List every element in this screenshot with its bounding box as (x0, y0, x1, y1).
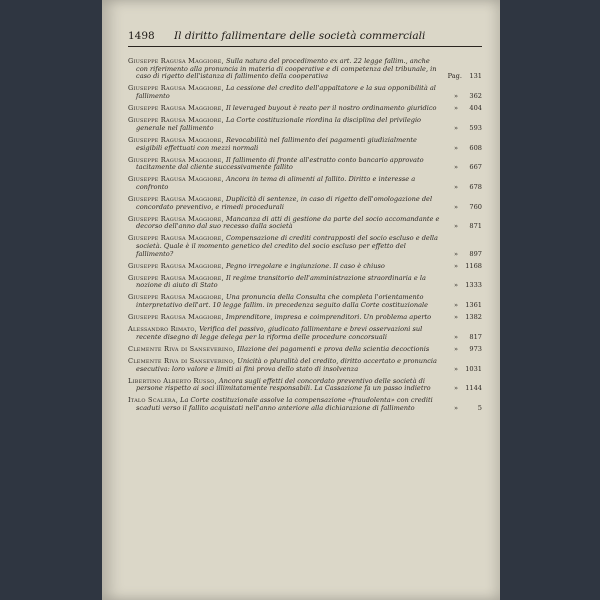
running-title: Il diritto fallimentare delle società commerciali (174, 30, 426, 42)
entry-page-ref: » 678 (454, 182, 482, 191)
index-entry (128, 235, 482, 258)
page-number: 1498 (128, 30, 155, 42)
entry-author: Giuseppe Ragusa Maggiore, (128, 261, 224, 270)
index-entry (128, 314, 482, 322)
entry-author: Alessandro Rimato, (128, 325, 197, 334)
entry-page-ref: » 817 (454, 332, 482, 341)
entry-page-number: 1031 (465, 364, 482, 373)
entry-title: Illazione dei pagamenti e prova della scientia decoctionis (237, 344, 430, 353)
page-header (128, 30, 482, 47)
index-entry (128, 397, 482, 412)
entry-title: Sulla natura del procedimento ex art. 22 legge fallim., anche con riferimento alla pronuncia in materia di cooperative e di competenza del tribunale, in caso di rigetto dell'istanza di fallimento della cooperativa (136, 57, 437, 81)
entry-page-ref: » 871 (454, 222, 482, 231)
entry-page-ref (447, 72, 482, 81)
entry-page-prefix: Pag. (447, 72, 462, 81)
entry-author: Giuseppe Ragusa Maggiore, (128, 313, 224, 322)
index-entry (128, 58, 482, 81)
entry-title: Revocabilità nel fallimento dei pagamenti giudizialmente esigibili effettuati con mezzi normali (136, 135, 417, 152)
entry-page-ref: » 608 (454, 143, 482, 152)
entry-page-number: 1168 (465, 261, 482, 270)
entry-title: Il regime transitorio dell'amministrazione straordinaria e la nozione di aiuto di Stato (136, 273, 426, 290)
index-entry (128, 378, 482, 393)
entry-page-number: 593 (469, 123, 482, 132)
entry-page-ref: » 1361 (454, 301, 482, 310)
entry-title: Pegno irregolare e ingiunzione. Il caso è chiuso (225, 261, 385, 270)
entry-title: La Corte costituzionale assolve la compensazione «fraudolenta» con crediti scaduti verso il fallito acquistati nell'anno anteriore alla dichiarazione di fallimento (136, 396, 433, 412)
entry-title: Mancanza di atti di gestione da parte del socio accomandante e decorso dell'anno dal suo recesso dalla società (136, 214, 440, 231)
index-entry (128, 157, 482, 172)
entry-page-number: 608 (469, 143, 482, 152)
entry-author: Giuseppe Ragusa Maggiore, (128, 135, 224, 144)
entry-author: Libertino Alberto Russo, (128, 376, 217, 385)
entry-author: Giuseppe Ragusa Maggiore, (128, 234, 224, 243)
entry-author: Giuseppe Ragusa Maggiore, (128, 293, 224, 302)
entry-page-number: 5 (477, 403, 482, 412)
entry-title: La cessione del credito dell'appaltatore e la sua opponibilità al fallimento (136, 84, 436, 101)
entry-page-ref: » 1333 (454, 281, 482, 290)
index-entry (128, 105, 482, 113)
index-entry (128, 176, 482, 191)
entry-page-number: 404 (469, 104, 482, 113)
entry-page-number: 1382 (465, 313, 482, 322)
index-list (128, 58, 482, 417)
entry-page-ref: » 973 (454, 344, 482, 353)
index-entry (128, 85, 482, 100)
entry-page-number: 1333 (465, 281, 482, 290)
entry-title: Compensazione di crediti contrapposti del socio escluso e della società. Quale è il momento genetico del credito del socio escluso per effetto del fallimento? (136, 234, 438, 258)
entry-page-ref: » 1144 (454, 384, 482, 393)
entry-author: Giuseppe Ragusa Maggiore, (128, 175, 224, 184)
entry-page-number: 897 (469, 249, 482, 258)
entry-page-ref: » 1031 (454, 364, 482, 373)
index-entry (128, 263, 482, 271)
entry-author: Clemente Riva di Sanseverino, (128, 344, 236, 353)
index-entry (128, 216, 482, 231)
entry-author: Clemente Riva di Sanseverino, (128, 356, 236, 365)
entry-author: Giuseppe Ragusa Maggiore, (128, 194, 224, 203)
entry-page-ref: » 362 (454, 92, 482, 101)
entry-page-number: 678 (469, 182, 482, 191)
entry-title: Ancora in tema di alimenti al fallito. Diritto e interesse a confronto (136, 175, 416, 191)
index-entry (128, 346, 482, 354)
entry-title: Ancora sugli effetti del concordato preventivo delle società di persone rispetto ai soci illimitatamente responsabili. La Cassazione fa un passo indietro (136, 376, 431, 393)
entry-author: Giuseppe Ragusa Maggiore, (128, 104, 224, 113)
entry-page-number: 1144 (465, 384, 482, 393)
entry-title: Il fallimento di fronte all'estratto conto bancario approvato tacitamente dal cliente successivamente fallito (136, 155, 424, 172)
entry-page-number: 362 (469, 92, 482, 101)
entry-page-ref: » 5 (454, 403, 482, 412)
entry-page-number: 131 (469, 72, 482, 81)
entry-author: Giuseppe Ragusa Maggiore, (128, 273, 224, 282)
entry-page-ref: » 593 (454, 123, 482, 132)
entry-title: Imprenditore, impresa e coimprenditori. Un problema aperto (225, 313, 432, 322)
entry-page-ref: » 667 (454, 163, 482, 172)
entry-page-number: 667 (469, 163, 482, 172)
index-entry (128, 326, 482, 341)
index-entry (128, 117, 482, 132)
index-entry (128, 137, 482, 152)
entry-author: Giuseppe Ragusa Maggiore, (128, 155, 224, 164)
entry-author: Italo Scalera, (128, 396, 178, 405)
entry-title: Unicità o pluralità del credito, diritto accertato e pronuncia esecutiva: loro valore e limiti ai fini prova dello stato di insolvenza (136, 356, 437, 373)
entry-page-ref: » 1382 (454, 313, 482, 322)
entry-page-ref: » 897 (454, 249, 482, 258)
index-entry (128, 294, 482, 309)
index-entry (128, 196, 482, 211)
entry-page-number: 760 (469, 202, 482, 211)
entry-title: Il leveraged buyout è reato per il nostro ordinamento giuridico (225, 104, 437, 113)
entry-author: Giuseppe Ragusa Maggiore, (128, 214, 224, 223)
entry-page-number: 1361 (465, 301, 482, 310)
entry-page-ref: » 404 (454, 104, 482, 113)
entry-author: Giuseppe Ragusa Maggiore, (128, 57, 224, 65)
entry-title: Verifica del passivo, giudicato fallimentare e brevi osservazioni sul recente disegno di legge delega per la riforma delle procedure concorsuali (136, 325, 423, 341)
entry-title: Una pronuncia della Consulta che completa l'orientamento interpretativo dell'art. 10 legge fallim. in precedenza seguito dalla Corte costituzionale (136, 293, 429, 310)
index-entry (128, 358, 482, 373)
book-page (102, 0, 500, 600)
entry-page-number: 817 (469, 332, 482, 341)
entry-page-number: 973 (469, 344, 482, 353)
entry-page-ref: » 1168 (454, 261, 482, 270)
entry-title: Duplicità di sentenze, in caso di rigetto dell'omologazione del concordato preventivo, e rimedi procedurali (136, 194, 433, 211)
entry-author: Giuseppe Ragusa Maggiore, (128, 84, 224, 93)
entry-page-ref: » 760 (454, 202, 482, 211)
entry-page-number: 871 (469, 222, 482, 231)
index-entry (128, 275, 482, 290)
entry-title: La Corte costituzionale riordina la disciplina del privilegio generale nel fallimento (136, 116, 422, 132)
entry-author: Giuseppe Ragusa Maggiore, (128, 116, 224, 125)
